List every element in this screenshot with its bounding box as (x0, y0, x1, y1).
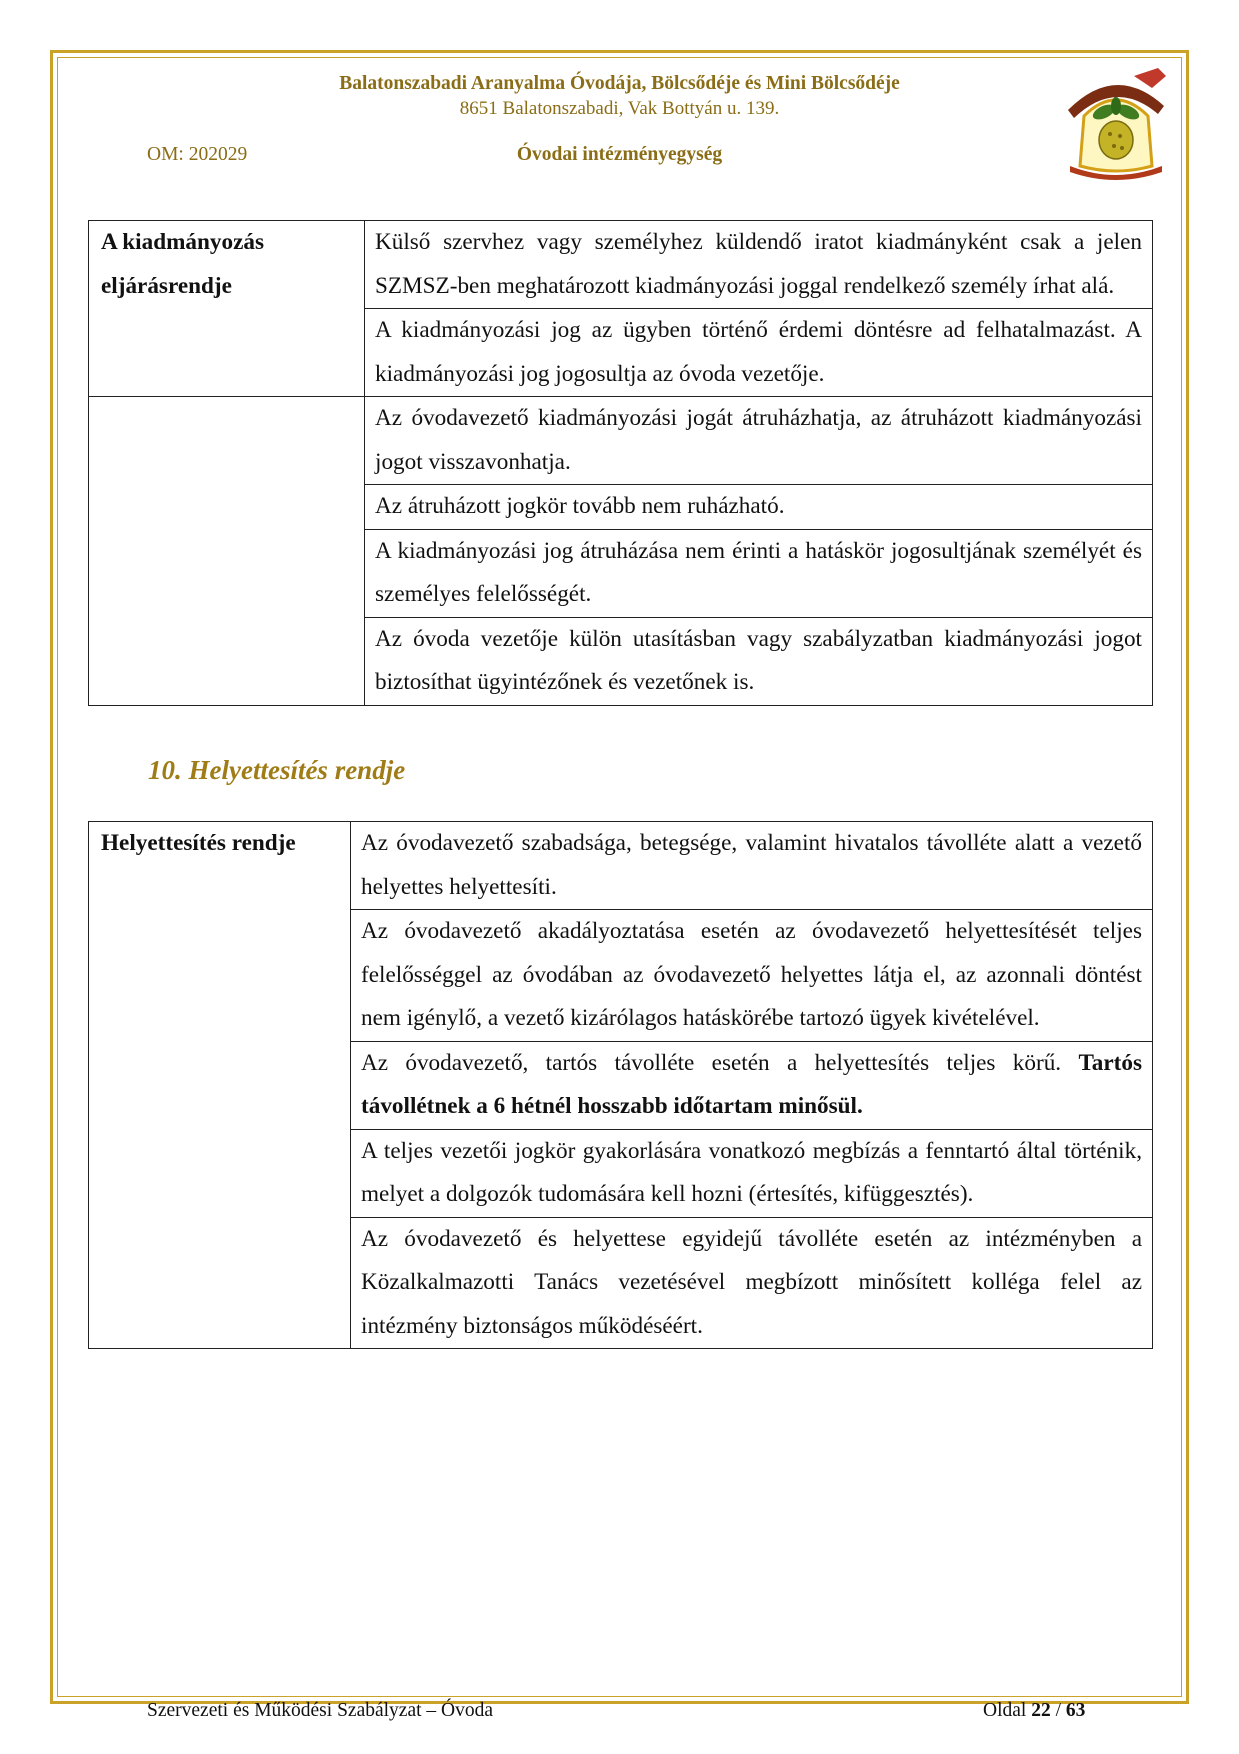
table-cell: Az óvoda vezetője külön utasításban vagy szabályzatban kiadmányozási jogot biztosíthat ügyintézőnek és vezetőnek is. (365, 617, 1153, 705)
page-separator: / (1050, 1700, 1066, 1721)
om-number: OM: 202029 (147, 144, 248, 165)
table-cell: Az óvodavezető és helyettese egyidejű távolléte esetén az intézményben a Közalkalmazotti Tanács vezetésével megbízott minősített kolléga felel az intézmény biztonságos működéséért. (351, 1217, 1153, 1349)
table-row (89, 822, 1153, 910)
table-cell: Az óvodavezető akadályoztatása esetén az óvodavezető helyettesítését teljes felelősséggel az óvodában az óvodavezető helyettes látja el, az azonnali döntést nem igénylő, a vezető kizárólagos hatáskörébe tartozó ügyek kivételével. (351, 910, 1153, 1042)
issuing-procedure-label: A kiadmányozás eljárásrendje (89, 221, 365, 397)
page-current: 22 (1031, 1700, 1051, 1721)
page-number (983, 1700, 1085, 1722)
table-cell: Az óvodavezető kiadmányozási jogát átruházhatja, az átruházott kiadmányozási jogot visszavonhatja. (365, 397, 1153, 485)
institution-unit: Óvodai intézményegység (516, 144, 723, 165)
table-row (89, 221, 1153, 309)
institution-address: 8651 Balatonszabadi, Vak Bottyán u. 139. (459, 98, 780, 119)
table-cell: A kiadmányozási jog az ügyben történő érdemi döntésre ad felhatalmazást. A kiadmányozási jog jogosultja az óvoda vezetője. (365, 309, 1153, 397)
table-cell: A teljes vezetői jogkör gyakorlására vonatkozó megbízás a fenntartó által történik, melyet a dolgozók tudomására kell hozni (értesítés, kifüggesztés). (351, 1129, 1153, 1217)
table-cell (351, 1041, 1153, 1129)
substitution-label: Helyettesítés rendje (89, 822, 351, 1349)
table-cell: Az óvodavezető szabadsága, betegsége, valamint hivatalos távolléte alatt a vezető helyettes helyettesíti. (351, 822, 1153, 910)
page-prefix: Oldal (983, 1700, 1032, 1721)
substitution-table (88, 821, 1153, 1349)
table-cell: A kiadmányozási jog átruházása nem érinti a hatáskör jogosultjának személyét és személyes felelősségét. (365, 529, 1153, 617)
table-cell: Az átruházott jogkör tovább nem ruházható. (365, 485, 1153, 530)
page-total: 63 (1065, 1700, 1086, 1721)
cell-text: Az óvodavezető, tartós távolléte esetén a helyettesítés teljes körű. (361, 1049, 1079, 1076)
institution-name: Balatonszabadi Aranyalma Óvodája, Bölcsődéje és Mini Bölcsődéje (339, 73, 900, 94)
issuing-procedure-table (88, 220, 1153, 706)
footer-document-title: Szervezeti és Működési Szabályzat – Óvoda (147, 1700, 494, 1721)
table-cell: Külső szervhez vagy személyhez küldendő iratot kiadmányként csak a jelen SZMSZ-ben meghatározott kiadmányozási joggal rendelkező személy írhat alá. (365, 221, 1153, 309)
table-row (89, 397, 1153, 485)
empty-label-cell (89, 397, 365, 706)
section-title: 10. Helyettesítés rendje (148, 755, 406, 785)
cell-text-bold: Tartós távollétnek a 6 hétnél hosszabb időtartam minősül. (361, 1049, 1142, 1119)
golden-apple-bell-logo-icon (1062, 66, 1170, 184)
